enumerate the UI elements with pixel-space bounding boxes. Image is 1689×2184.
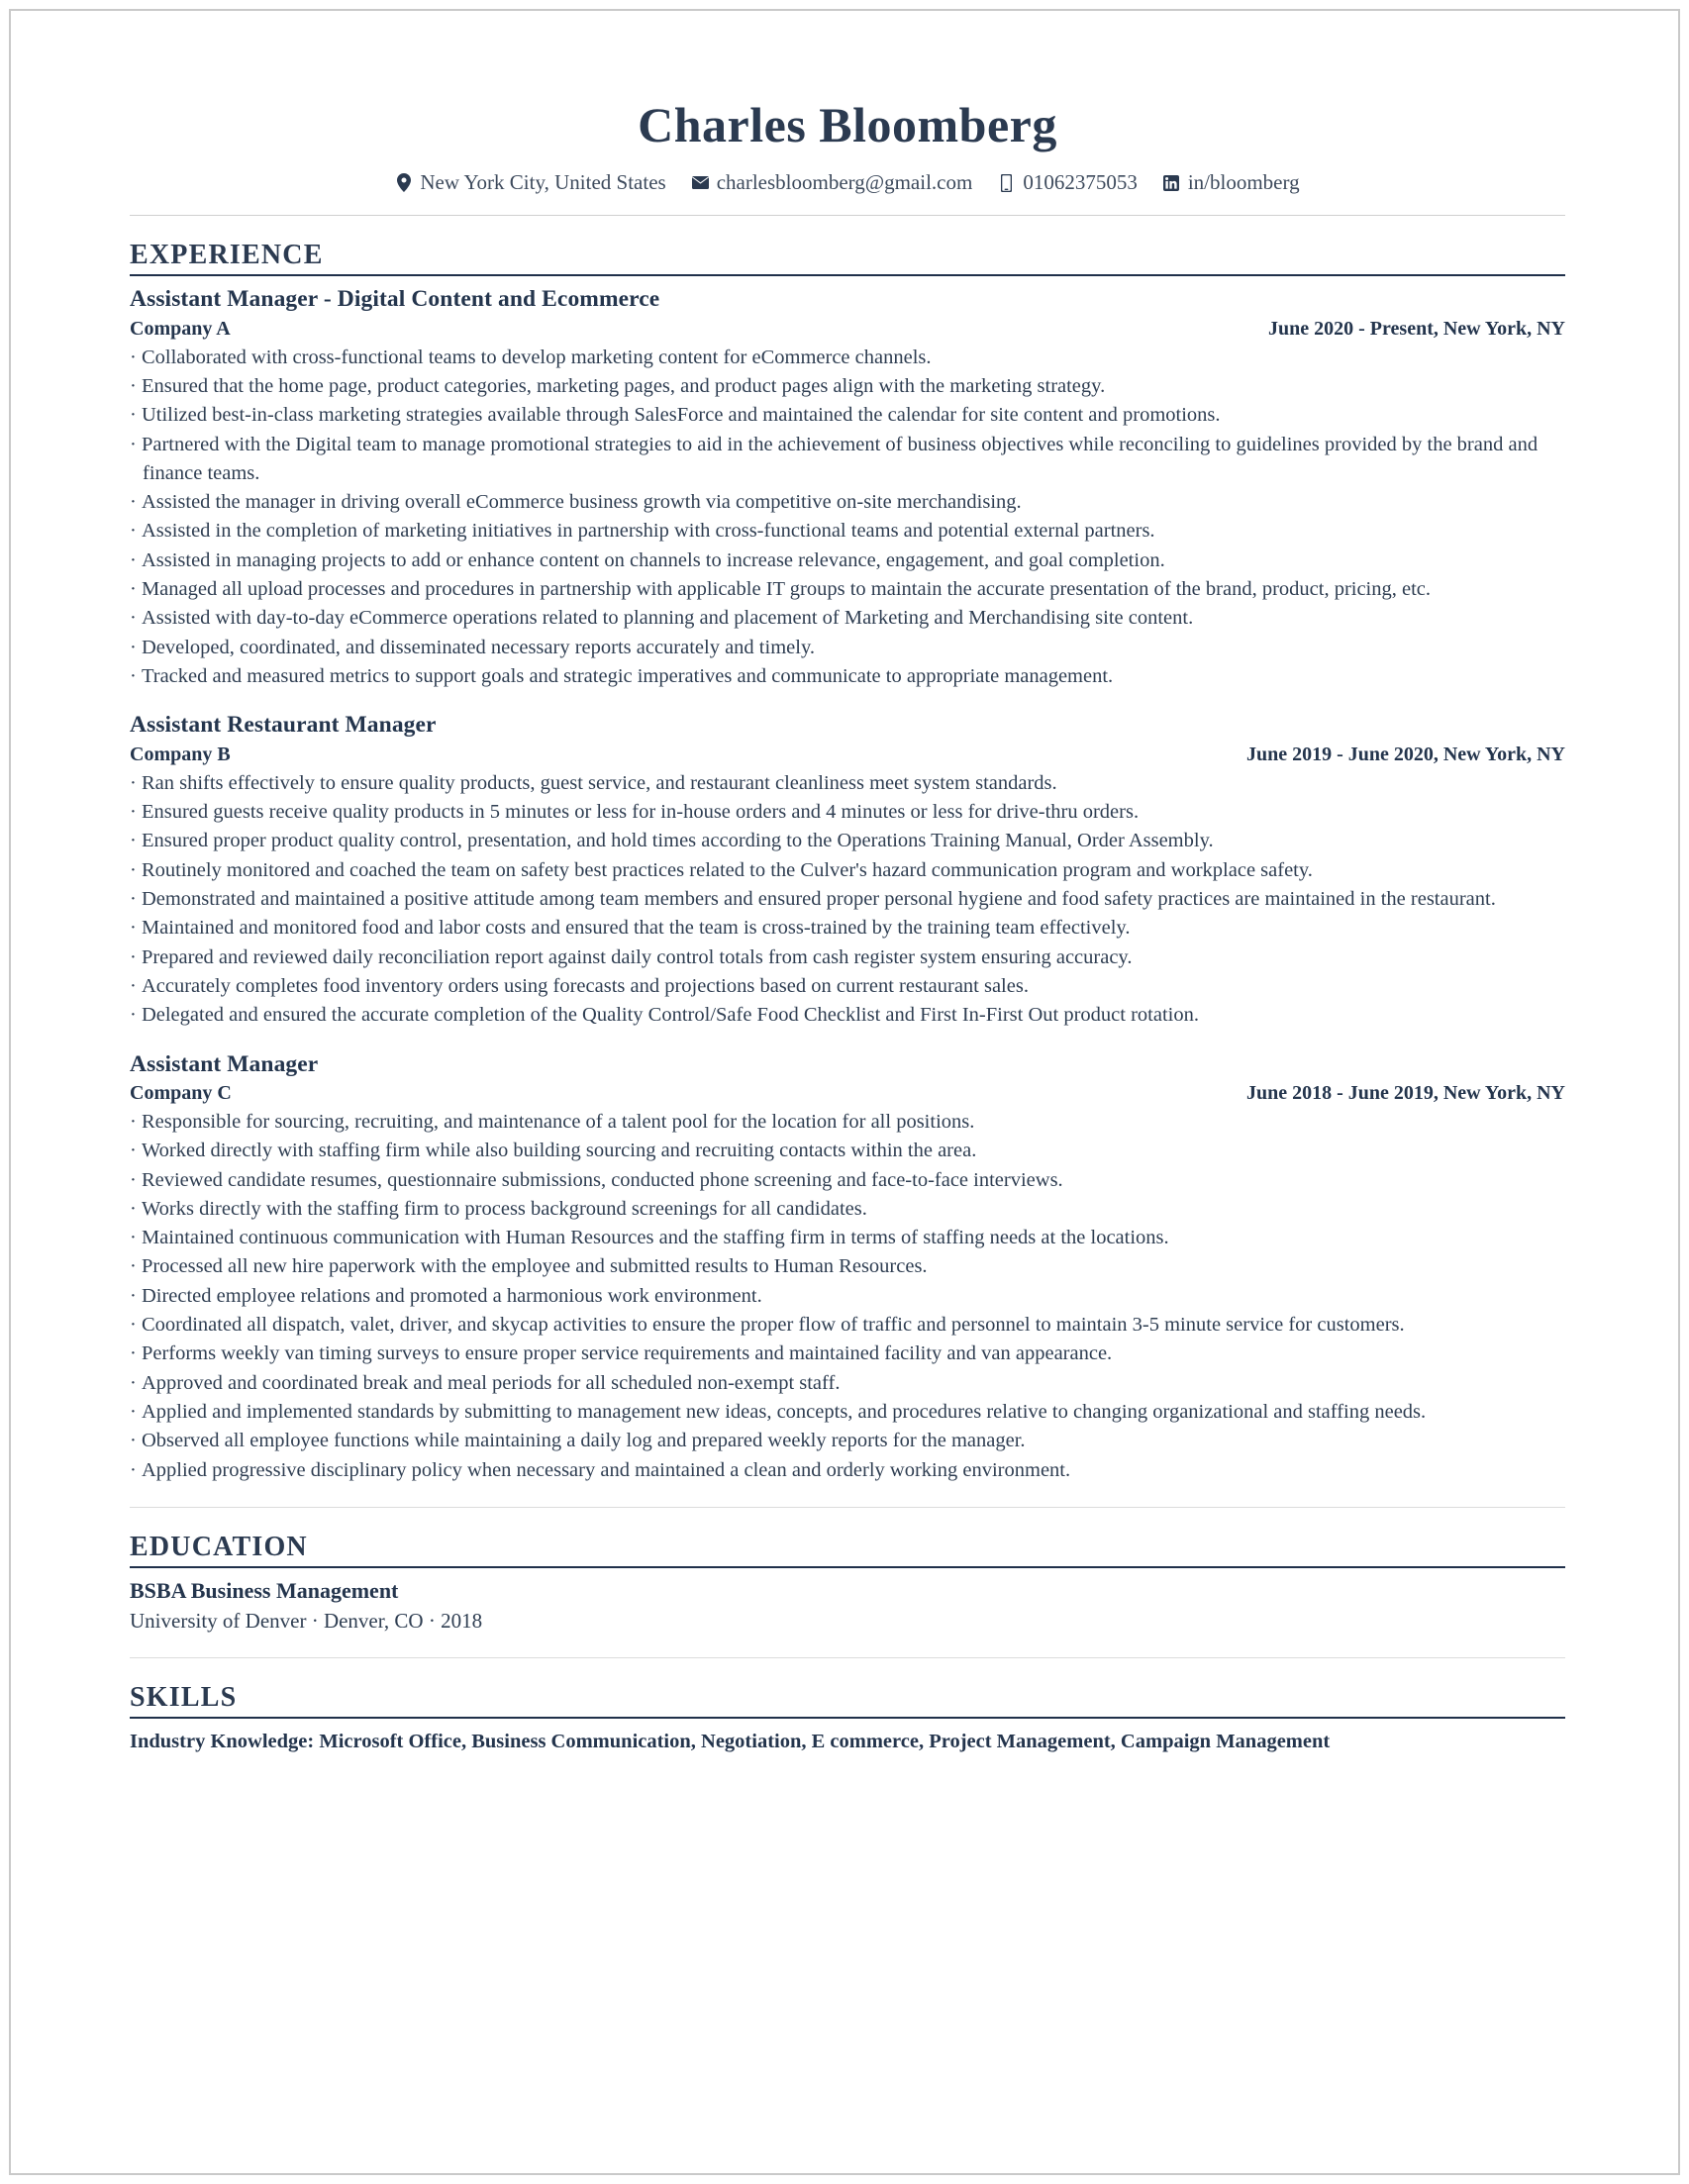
job-bullet: · Accurately completes food inventory orders using forecasts and projections based on current restaurant sales. — [130, 972, 1565, 1001]
job-bullet: · Processed all new hire paperwork with the employee and submitted results to Human Resources. — [130, 1252, 1565, 1281]
job-bullet: · Ensured guests receive quality products in 5 minutes or less for in-house orders and 4 minutes or less for drive-thru orders. — [130, 798, 1565, 827]
job-bullet: · Ran shifts effectively to ensure quality products, guest service, and restaurant cleanliness meet system standards. — [130, 769, 1565, 798]
section-divider-education — [130, 1507, 1565, 1508]
section-rule-skills — [130, 1717, 1565, 1719]
experience-entry — [130, 285, 1565, 691]
job-bullet: · Responsible for sourcing, recruiting, and maintenance of a talent pool for the location for all positions. — [130, 1108, 1565, 1137]
job-meta — [130, 742, 1565, 767]
job-bullet: · Delegated and ensured the accurate completion of the Quality Control/Safe Food Checklist and First In-First Out product rotation. — [130, 1001, 1565, 1030]
section-education — [130, 1532, 1565, 1636]
job-title: Assistant Manager - Digital Content and Ecommerce — [130, 286, 660, 313]
job-dates-location: June 2020 - Present, New York, NY — [1268, 317, 1565, 340]
job-company: Company B — [130, 743, 231, 765]
experience-entry — [130, 711, 1565, 1030]
job-company: Company A — [130, 317, 231, 340]
experience-entry — [130, 1050, 1565, 1485]
job-bullet: · Reviewed candidate resumes, questionnaire submissions, conducted phone screening and face-to-face interviews. — [130, 1166, 1565, 1195]
job-bullet: · Tracked and measured metrics to support goals and strategic imperatives and communicate to appropriate management. — [130, 662, 1565, 691]
job-bullet: · Assisted with day-to-day eCommerce operations related to planning and placement of Marketing and Merchandising site content. — [130, 604, 1565, 633]
contact-phone[interactable] — [998, 172, 1138, 193]
contact-phone-text: 01062375053 — [1023, 170, 1138, 194]
job-bullet: · Partnered with the Digital team to manage promotional strategies to aid in the achievement of business objectives while reconciling to guidelines provided by the brand and finance teams. — [130, 431, 1565, 489]
job-bullet: · Directed employee relations and promoted a harmonious work environment. — [130, 1282, 1565, 1311]
job-bullet: · Applied and implemented standards by submitting to management new ideas, concepts, and procedures relative to changing organizational and staffing needs. — [130, 1398, 1565, 1427]
job-bullet: · Collaborated with cross-functional teams to develop marketing content for eCommerce channels. — [130, 344, 1565, 372]
section-rule-education — [130, 1566, 1565, 1568]
contact-email[interactable] — [692, 172, 973, 193]
section-rule-experience — [130, 274, 1565, 276]
section-title-experience: EXPERIENCE — [130, 240, 324, 270]
job-bullet: · Utilized best-in-class marketing strategies available through SalesForce and maintained the calendar for site content and promotions. — [130, 401, 1565, 430]
job-bullet: · Approved and coordinated break and meal periods for all scheduled non-exempt staff. — [130, 1369, 1565, 1398]
skills-list: Industry Knowledge: Microsoft Office, Business Communication, Negotiation, E commerce, Project Management, Campaign Management — [130, 1731, 1331, 1753]
education-details: University of Denver · Denver, CO · 2018 — [130, 1608, 483, 1633]
header-divider — [130, 215, 1565, 216]
section-experience — [130, 240, 1565, 1485]
resume-content — [130, 50, 1565, 1757]
education-degree: BSBA Business Management — [130, 1578, 399, 1604]
job-bullet: · Observed all employee functions while maintaining a daily log and prepared weekly reports for the manager. — [130, 1427, 1565, 1455]
job-company: Company C — [130, 1081, 232, 1104]
location-pin-icon — [395, 172, 412, 193]
job-bullet: · Prepared and reviewed daily reconciliation report against daily control totals from cash register system ensuring accuracy. — [130, 943, 1565, 972]
job-bullets — [130, 769, 1565, 1031]
page-border — [9, 9, 1680, 2175]
job-bullet: · Assisted the manager in driving overall eCommerce business growth via competitive on-site merchandising. — [130, 488, 1565, 517]
resume-header — [130, 98, 1565, 216]
job-bullet: · Maintained and monitored food and labor costs and ensured that the team is cross-trained by the training team effectively. — [130, 914, 1565, 943]
job-bullets — [130, 344, 1565, 692]
contact-row — [130, 172, 1565, 193]
job-bullet: · Ensured that the home page, product categories, marketing pages, and product pages align with the marketing strategy. — [130, 372, 1565, 401]
job-title: Assistant Manager — [130, 1050, 319, 1077]
job-bullet: · Ensured proper product quality control, presentation, and hold times according to the Operations Training Manual, Order Assembly. — [130, 827, 1565, 855]
contact-email-text: charlesbloomberg@gmail.com — [716, 170, 973, 194]
contact-location — [395, 172, 665, 193]
section-title-education: EDUCATION — [130, 1531, 308, 1562]
job-bullet: · Assisted in the completion of marketing initiatives in partnership with cross-functional teams and potential external partners. — [130, 517, 1565, 546]
education-entry — [130, 1577, 1565, 1636]
job-dates-location: June 2019 - June 2020, New York, NY — [1245, 743, 1565, 765]
job-bullet: · Works directly with the staffing firm to process background screenings for all candidates. — [130, 1195, 1565, 1224]
job-bullet: · Developed, coordinated, and disseminated necessary reports accurately and timely. — [130, 634, 1565, 662]
job-bullet: · Managed all upload processes and procedures in partnership with applicable IT groups to maintain the accurate presentation of the brand, product, pricing, etc. — [130, 575, 1565, 604]
job-bullet: · Demonstrated and maintained a positive attitude among team members and ensured proper personal hygiene and food safety practices are maintained in the restaurant. — [130, 885, 1565, 914]
job-bullets — [130, 1108, 1565, 1485]
section-skills — [130, 1682, 1565, 1757]
job-bullet: · Performs weekly van timing surveys to ensure proper service requirements and maintained facility and van appearance. — [130, 1340, 1565, 1368]
job-bullet: · Applied progressive disciplinary policy when necessary and maintained a clean and orderly working environment. — [130, 1456, 1565, 1485]
job-meta — [130, 316, 1565, 342]
section-title-skills: SKILLS — [130, 1682, 238, 1714]
section-divider-skills — [130, 1657, 1565, 1658]
contact-linkedin[interactable] — [1163, 172, 1300, 193]
linkedin-icon — [1163, 172, 1180, 193]
job-bullet: · Assisted in managing projects to add or enhance content on channels to increase relevance, engagement, and goal completion. — [130, 546, 1565, 575]
job-bullet: · Routinely monitored and coached the team on safety best practices related to the Culver's hazard communication program and workplace safety. — [130, 856, 1565, 885]
mobile-phone-icon — [998, 172, 1015, 193]
contact-location-text: New York City, United States — [420, 170, 666, 194]
page-title: Charles Bloomberg — [638, 97, 1057, 152]
job-meta — [130, 1080, 1565, 1106]
job-title: Assistant Restaurant Manager — [130, 712, 437, 739]
job-bullet: · Coordinated all dispatch, valet, driver, and skycap activities to ensure the proper flow of traffic and personnel to maintain 3-5 minute service for customers. — [130, 1311, 1565, 1340]
contact-linkedin-text: in/bloomberg — [1187, 170, 1300, 194]
job-dates-location: June 2018 - June 2019, New York, NY — [1245, 1081, 1565, 1104]
envelope-icon — [692, 172, 709, 193]
job-bullet: · Worked directly with staffing firm while also building sourcing and recruiting contacts within the area. — [130, 1137, 1565, 1165]
job-bullet: · Maintained continuous communication with Human Resources and the staffing firm in terms of staffing needs at the locations. — [130, 1224, 1565, 1252]
